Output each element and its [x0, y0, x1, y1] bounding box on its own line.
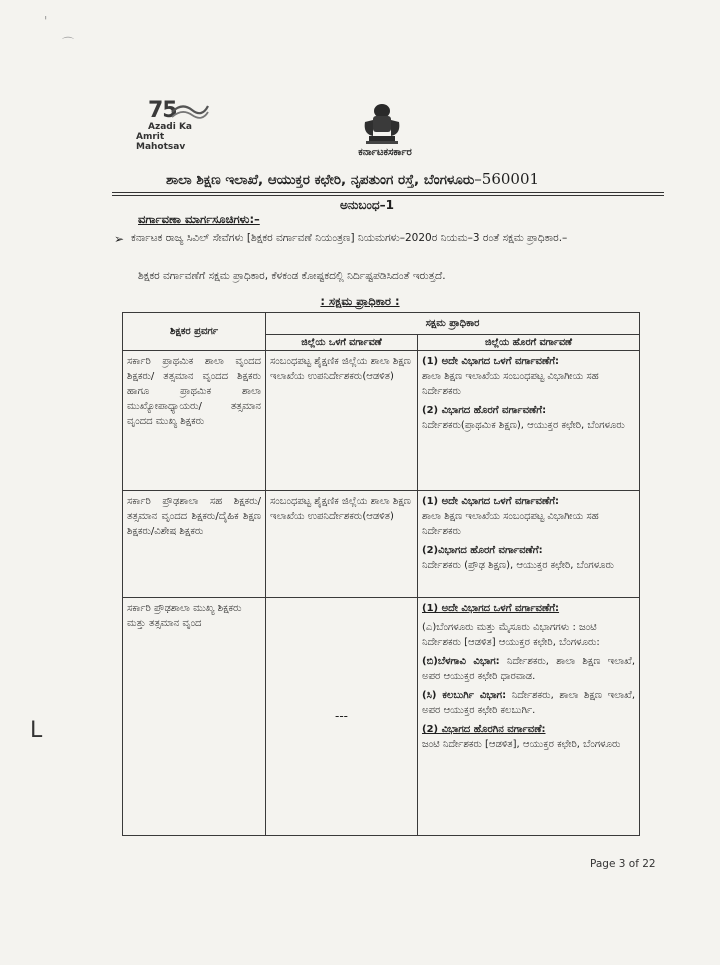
state-name: ಕರ್ನಾಟಕಸರ್ಕಾರ — [358, 147, 412, 158]
within-district-cell: ಸಂಬಂಧಪಟ್ಟ ಶೈಕ್ಷಣಿಕ ಜಿಲ್ಲೆಯ ಶಾಲಾ ಶಿಕ್ಷಣ ಇಲಾಖೆಯ ಉಪನಿರ್ದೇಶಕರು(ಆಡಳಿತ) — [266, 491, 418, 598]
within-district-cell: ಸಂಬಂಧಪಟ್ಟ ಶೈಕ್ಷಣಿಕ ಜಿಲ್ಲೆಯ ಶಾಲಾ ಶಿಕ್ಷಣ ಇಲಾಖೆಯ ಉಪನಿರ್ದೇಶಕರು(ಆಡಳಿತ) — [266, 351, 418, 491]
table-row — [123, 598, 640, 836]
bullet-arrow-icon: ➢ — [114, 232, 125, 246]
authority-item — [422, 722, 635, 752]
table-row — [123, 351, 640, 491]
item-text: ಶಾಲಾ ಶಿಕ್ಷಣ ಇಲಾಖೆಯ ಸಂಬಂಧಪಟ್ಟ ವಿಭಾಗೀಯ ಸಹ ನಿರ್ದೇಶಕರು — [422, 371, 599, 397]
authority-item — [422, 403, 635, 433]
authority-heading: : ಸಕ್ಷಮ ಪ್ರಾಧಿಕಾರ : — [320, 294, 400, 308]
authority-item — [422, 543, 635, 573]
item-label: (2)ವಿಭಾಗದ ಹೊರಗೆ ವರ್ಗಾವಣೆಗೆ: — [422, 545, 543, 556]
item-label: (ಬಿ)ಬೆಳಗಾವಿ ವಿಭಾಗ: — [422, 656, 500, 667]
scan-speck: ⌒ — [62, 36, 75, 50]
logo-number: 75 — [148, 98, 177, 123]
scan-speck: ' — [44, 14, 48, 28]
department-address — [166, 170, 539, 188]
department-name: ಶಾಲಾ ಶಿಕ್ಷಣ ಇಲಾಖೆ, ಆಯುಕ್ತರ ಕಛೇರಿ, ನೃಪತುಂಗ ರಸ್ತೆ, ಬೆಂಗಳೂರು — [166, 172, 475, 188]
item-text: ನಿರ್ದೇಶಕರು, ಶಾಲಾ ಶಿಕ್ಷಣ ಇಲಾಖೆ, ಅಪರ ಆಯುಕ್ತರ ಕಛೇರಿ ಕಲಬುರ್ಗಿ. — [422, 690, 636, 716]
item-text: ಶಾಲಾ ಶಿಕ್ಷಣ ಇಲಾಖೆಯ ಸಂಬಂಧಪಟ್ಟ ವಿಭಾಗೀಯ ಸಹ ನಿರ್ದೇಶಕರು — [422, 511, 599, 537]
logo-text-line2: Amrit Mahotsav — [136, 132, 186, 152]
within-district-cell: --- — [266, 598, 418, 836]
authority-item — [422, 688, 635, 718]
authority-item — [422, 494, 635, 539]
azadi-ka-amrit-mahotsav-logo — [134, 98, 214, 152]
item-label: (1) ಅದೇ ವಿಭಾಗದ ಒಳಗೆ ವರ್ಗಾವಣೆಗೆ: — [422, 603, 560, 614]
category-cell: ಸರ್ಕಾರಿ ಪ್ರಾಥಮಿಕ ಶಾಲಾ ವೃಂದದ ಶಿಕ್ಷಕರು/ ತತ್ಸಮಾನ ವೃಂದದ ಶಿಕ್ಷಕರು ಹಾಗೂ ಪ್ರಾಥಮಿಕ ಶಾಲಾ ಮುಖ್ಯೋಪಾಧ್ಯಾಯರು/ ತತ್ಸಮಾನ ವೃಂದದ ಮುಖ್ಯ ಶಿಕ್ಷಕರು — [123, 351, 266, 491]
category-cell: ಸರ್ಕಾರಿ ಪ್ರೌಢಶಾಲಾ ಮುಖ್ಯ ಶಿಕ್ಷಕರು ಮತ್ತು ತತ್ಸಮಾನ ವೃಂದ — [123, 598, 266, 836]
flag-waves-icon — [170, 102, 210, 120]
state-emblem-icon — [361, 102, 403, 146]
outside-district-cell — [418, 491, 640, 598]
pincode: –560001 — [474, 170, 540, 188]
table-row — [123, 491, 640, 598]
item-text: ನಿರ್ದೇಶಕರು(ಪ್ರಾಥಮಿಕ ಶಿಕ್ಷಣ), ಆಯುಕ್ತರ ಕಛೇರಿ, ಬೆಂಗಳೂರು — [422, 420, 625, 431]
item-label: (ಸಿ) ಕಲಬುರ್ಗಿ ವಿಭಾಗ: — [422, 690, 507, 701]
header-divider — [112, 192, 664, 193]
item-text: ಜಂಟಿ ನಿರ್ದೇಶಕರು [ಆಡಳಿತ], ಆಯುಕ್ತರ ಕಛೇರಿ, ಬೆಂಗಳೂರು — [422, 739, 621, 750]
outside-district-cell — [418, 351, 640, 491]
page-number: Page 3 of 22 — [590, 858, 656, 870]
item-label: (2) ವಿಭಾಗದ ಹೊರಗೆ ವರ್ಗಾವಣೆಗೆ: — [422, 405, 547, 416]
header-within-district: ಜಿಲ್ಲೆಯ ಒಳಗೆ ವರ್ಗಾವಣೆ — [266, 335, 418, 351]
item-label: (ಎ) — [422, 622, 437, 633]
item-label: (2) ವಿಭಾಗದ ಹೊರಗಿನ ವರ್ಗಾವಣೆ: — [422, 724, 546, 735]
authority-item — [422, 601, 635, 616]
outside-district-cell — [418, 598, 640, 836]
handwritten-margin-mark: L — [30, 718, 43, 743]
authority-table — [122, 312, 640, 836]
header-competent-authority: ಸಕ್ಷಮ ಪ್ರಾಧಿಕಾರ — [266, 313, 640, 335]
item-label: (1) ಅದೇ ವಿಭಾಗದ ಒಳಗೆ ವರ್ಗಾವಣೆಗೆ: — [422, 496, 560, 507]
item-label: (1) ಅದೇ ವಿಭಾಗದ ಒಳಗೆ ವರ್ಗಾವಣೆಗೆ: — [422, 356, 560, 367]
item-text: ನಿರ್ದೇಶಕರು (ಪ್ರೌಢ ಶಿಕ್ಷಣ), ಆಯುಕ್ತರ ಕಛೇರಿ, ಬೆಂಗಳೂರು — [422, 560, 614, 571]
authority-item — [422, 654, 635, 684]
logo-text-line1: Azadi Ka — [148, 122, 192, 132]
guideline-title: ವರ್ಗಾವಣಾ ಮಾರ್ಗಸೂಚಿಗಳು:– — [138, 212, 260, 226]
item-text: ಬೆಂಗಳೂರು ಮತ್ತು ಮೈಸೂರು ವಿಭಾಗಗಳು : ಜಂಟಿ ನಿರ್ದೇಶಕರು [ಆಡಳಿತ] ಆಯುಕ್ತರ ಕಛೇರಿ, ಬೆಂಗಳೂರು: — [422, 622, 600, 648]
authority-paragraph: ಶಿಕ್ಷಕರ ವರ್ಗಾವಣೆಗೆ ಸಕ್ಷಮ ಪ್ರಾಧಿಕಾರ, ಕೆಳಕಂಡ ಕೋಷ್ಟಕದಲ್ಲಿ ನಿರ್ದಿಷ್ಟಪಡಿಸಿದಂತೆ ಇರುತ್ತದೆ. — [138, 270, 446, 282]
header-teacher-category: ಶಿಕ್ಷಕರ ಪ್ರವರ್ಗ — [123, 313, 266, 351]
category-cell: ಸರ್ಕಾರಿ ಪ್ರೌಢಶಾಲಾ ಸಹ ಶಿಕ್ಷಕರು/ ತತ್ಸಮಾನ ವೃಂದದ ಶಿಕ್ಷಕರು/ದೈಹಿಕ ಶಿಕ್ಷಣ ಶಿಕ್ಷಕರು/ವಿಶೇಷ ಶಿಕ್ಷಕರು — [123, 491, 266, 598]
header-divider — [112, 195, 664, 196]
authority-item — [422, 354, 635, 399]
item-text: ನಿರ್ದೇಶಕರು, ಶಾಲಾ ಶಿಕ್ಷಣ ಇಲಾಖೆ, ಅಪರ ಆಯುಕ್ತರ ಕಛೇರಿ ಧಾರವಾಡ. — [422, 656, 636, 682]
header-outside-district: ಜಿಲ್ಲೆಯ ಹೊರಗೆ ವರ್ಗಾವಣೆ — [418, 335, 640, 351]
annexure-title: ಅನುಬಂಧ–1 — [340, 198, 394, 212]
rule-paragraph: ಕರ್ನಾಟಕ ರಾಜ್ಯ ಸಿವಿಲ್ ಸೇವೆಗಳು [ಶಿಕ್ಷಕರ ವರ್ಗಾವಣೆ ನಿಯಂತ್ರಣ] ನಿಯಮಗಳು–2020ರ ನಿಯಮ–3 ರಂತೆ ಸಕ್ಷಮ ಪ್ರಾಧಿಕಾರ.– — [131, 232, 568, 244]
authority-item — [422, 620, 635, 650]
